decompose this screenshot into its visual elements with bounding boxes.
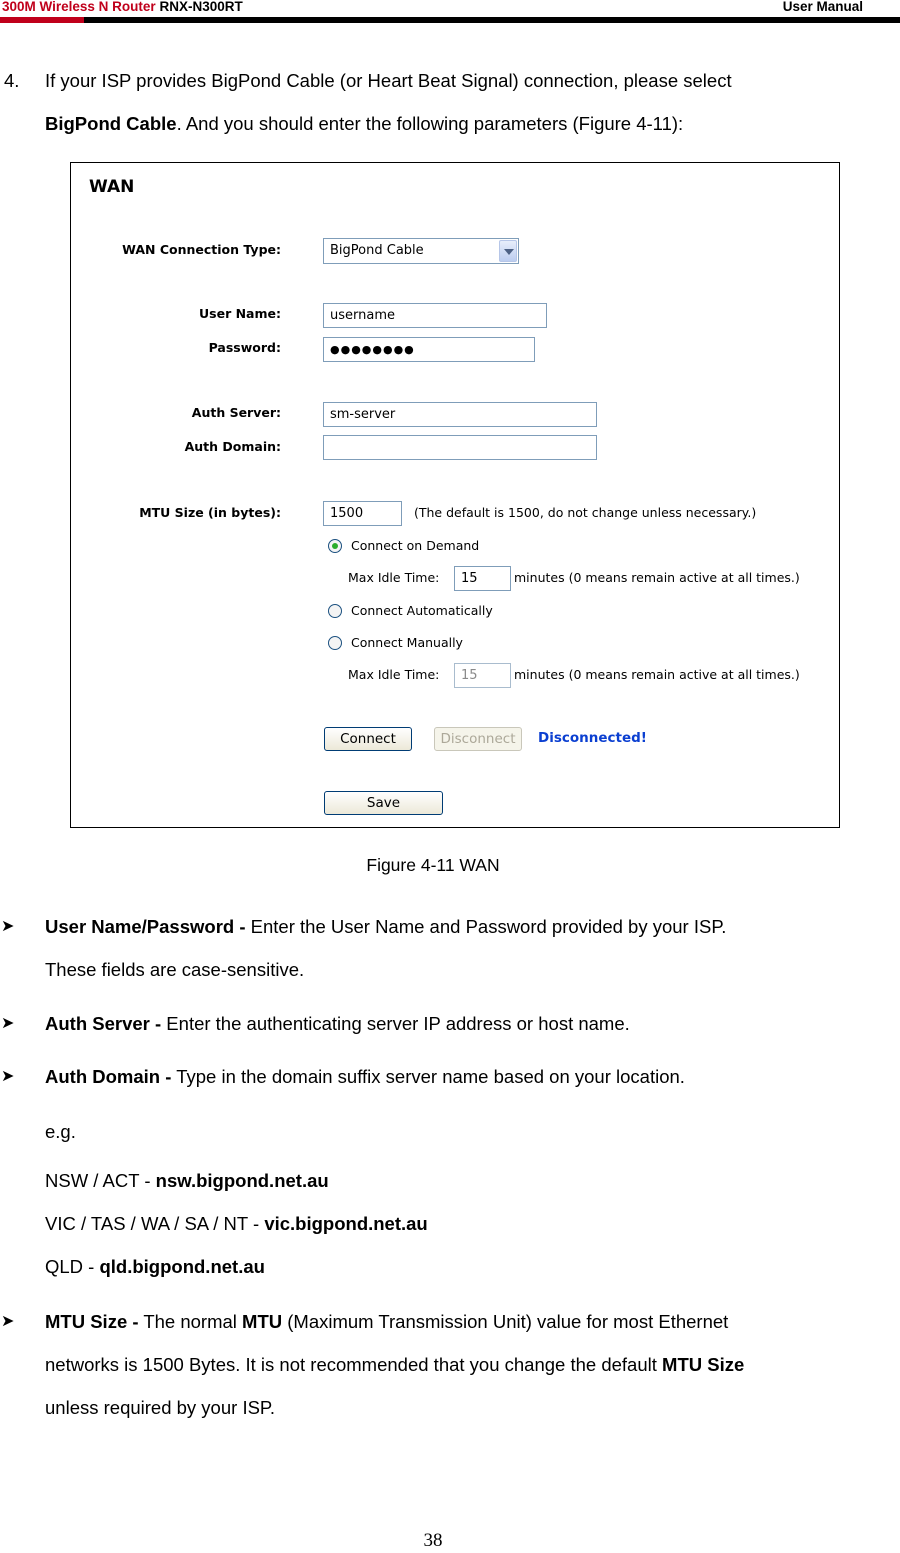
bullet-username bbox=[45, 916, 726, 938]
radio-connect-on-demand[interactable] bbox=[328, 539, 342, 553]
header-product-name: 300M Wireless N Router bbox=[2, 0, 156, 14]
connection-status: Disconnected! bbox=[538, 730, 647, 746]
bullet-mtu bbox=[45, 1311, 728, 1333]
header-manual: User Manual bbox=[782, 0, 863, 14]
intro-line2 bbox=[45, 113, 683, 135]
wan-type-value: BigPond Cable bbox=[330, 243, 424, 258]
example-qld-domain: qld.bigpond.net.au bbox=[99, 1256, 265, 1277]
step-number: 4. bbox=[4, 70, 20, 91]
bullet-arrow-icon: ➤ bbox=[1, 1015, 15, 1032]
bullet-mtu-line2-text: networks is 1500 Bytes. It is not recommended that you change the default bbox=[45, 1354, 663, 1375]
bullet-username-text: Enter the User Name and Password provided by your ISP. bbox=[245, 916, 727, 937]
bullet-username-line2: These fields are case-sensitive. bbox=[45, 959, 305, 980]
example-vic bbox=[45, 1213, 428, 1235]
wan-type-select[interactable] bbox=[323, 238, 519, 264]
intro-line1: If your ISP provides BigPond Cable (or Heart Beat Signal) connection, please select bbox=[45, 70, 732, 91]
bullet-username-term: User Name/Password - bbox=[45, 916, 246, 937]
auth-domain-input[interactable] bbox=[323, 435, 597, 460]
example-nsw bbox=[45, 1170, 329, 1192]
max-idle2-label: Max Idle Time: bbox=[348, 667, 440, 682]
mtu-note: (The default is 1500, do not change unless necessary.) bbox=[414, 505, 757, 520]
bullet-mtu-line2 bbox=[45, 1354, 744, 1376]
connect-button[interactable]: Connect bbox=[324, 727, 412, 751]
bullet-auth-server bbox=[45, 1013, 630, 1035]
max-idle-label: Max Idle Time: bbox=[348, 570, 440, 585]
mtu-input[interactable]: 1500 bbox=[323, 501, 402, 526]
max-idle-note: minutes (0 means remain active at all times.) bbox=[514, 570, 800, 585]
wan-type-label: WAN Connection Type: bbox=[122, 242, 281, 257]
example-nsw-domain: nsw.bigpond.net.au bbox=[155, 1170, 329, 1191]
wan-settings-figure bbox=[70, 162, 840, 828]
example-qld bbox=[45, 1256, 265, 1278]
chevron-down-icon[interactable] bbox=[499, 240, 517, 262]
example-label: e.g. bbox=[45, 1121, 76, 1142]
bullet-mtu-term: MTU Size - bbox=[45, 1311, 139, 1332]
radio-connect-manually[interactable] bbox=[328, 636, 342, 650]
auth-server-label: Auth Server: bbox=[191, 405, 281, 420]
mtu-label: MTU Size (in bytes): bbox=[139, 505, 281, 520]
bullet-auth-domain-term: Auth Domain - bbox=[45, 1066, 172, 1087]
disconnect-button[interactable]: Disconnect bbox=[434, 727, 522, 751]
header-accent-bar bbox=[0, 17, 84, 23]
bullet-arrow-icon: ➤ bbox=[1, 1068, 15, 1085]
bullet-auth-domain-text: Type in the domain suffix server name based on your location. bbox=[171, 1066, 685, 1087]
bullet-mtu-mid: The normal bbox=[138, 1311, 243, 1332]
max-idle-input[interactable]: 15 bbox=[454, 566, 511, 591]
auth-domain-label: Auth Domain: bbox=[184, 439, 281, 454]
radio-demand-label: Connect on Demand bbox=[351, 538, 480, 553]
bullet-auth-server-text: Enter the authenticating server IP address or host name. bbox=[161, 1013, 630, 1034]
password-label: Password: bbox=[208, 340, 281, 355]
intro-rest: . And you should enter the following parameters (Figure 4-11): bbox=[176, 113, 684, 134]
example-nsw-region: NSW / ACT - bbox=[45, 1170, 156, 1191]
example-vic-region: VIC / TAS / WA / SA / NT - bbox=[45, 1213, 265, 1234]
header-model: RNX-N300RT bbox=[159, 0, 243, 14]
bullet-arrow-icon: ➤ bbox=[1, 1313, 15, 1330]
bullet-auth-server-term: Auth Server - bbox=[45, 1013, 162, 1034]
radio-manual-label: Connect Manually bbox=[351, 635, 463, 650]
radio-auto-label: Connect Automatically bbox=[351, 603, 493, 618]
example-qld-region: QLD - bbox=[45, 1256, 100, 1277]
username-label: User Name: bbox=[199, 306, 281, 321]
figure-caption: Figure 4-11 WAN bbox=[366, 855, 500, 875]
auth-server-input[interactable]: sm-server bbox=[323, 402, 597, 427]
bullet-mtu-line2-bold: MTU Size bbox=[662, 1354, 745, 1375]
example-vic-domain: vic.bigpond.net.au bbox=[264, 1213, 428, 1234]
header-product bbox=[2, 0, 243, 14]
save-button[interactable]: Save bbox=[324, 791, 443, 815]
bullet-auth-domain bbox=[45, 1066, 685, 1088]
figure-title: WAN bbox=[89, 177, 135, 197]
bullet-mtu-abbr: MTU bbox=[242, 1311, 283, 1332]
page-header bbox=[0, 0, 900, 24]
radio-connect-automatically[interactable] bbox=[328, 604, 342, 618]
page-number: 38 bbox=[423, 1530, 443, 1551]
bullet-mtu-text: (Maximum Transmission Unit) value for most Ethernet bbox=[282, 1311, 729, 1332]
bullet-arrow-icon: ➤ bbox=[1, 918, 15, 935]
bullet-mtu-line3: unless required by your ISP. bbox=[45, 1397, 276, 1418]
max-idle2-note: minutes (0 means remain active at all times.) bbox=[514, 667, 800, 682]
password-input[interactable]: ●●●●●●●● bbox=[323, 337, 535, 362]
username-input[interactable]: username bbox=[323, 303, 547, 328]
header-rule bbox=[84, 17, 900, 23]
intro-bold: BigPond Cable bbox=[45, 113, 177, 134]
max-idle2-input[interactable]: 15 bbox=[454, 663, 511, 688]
